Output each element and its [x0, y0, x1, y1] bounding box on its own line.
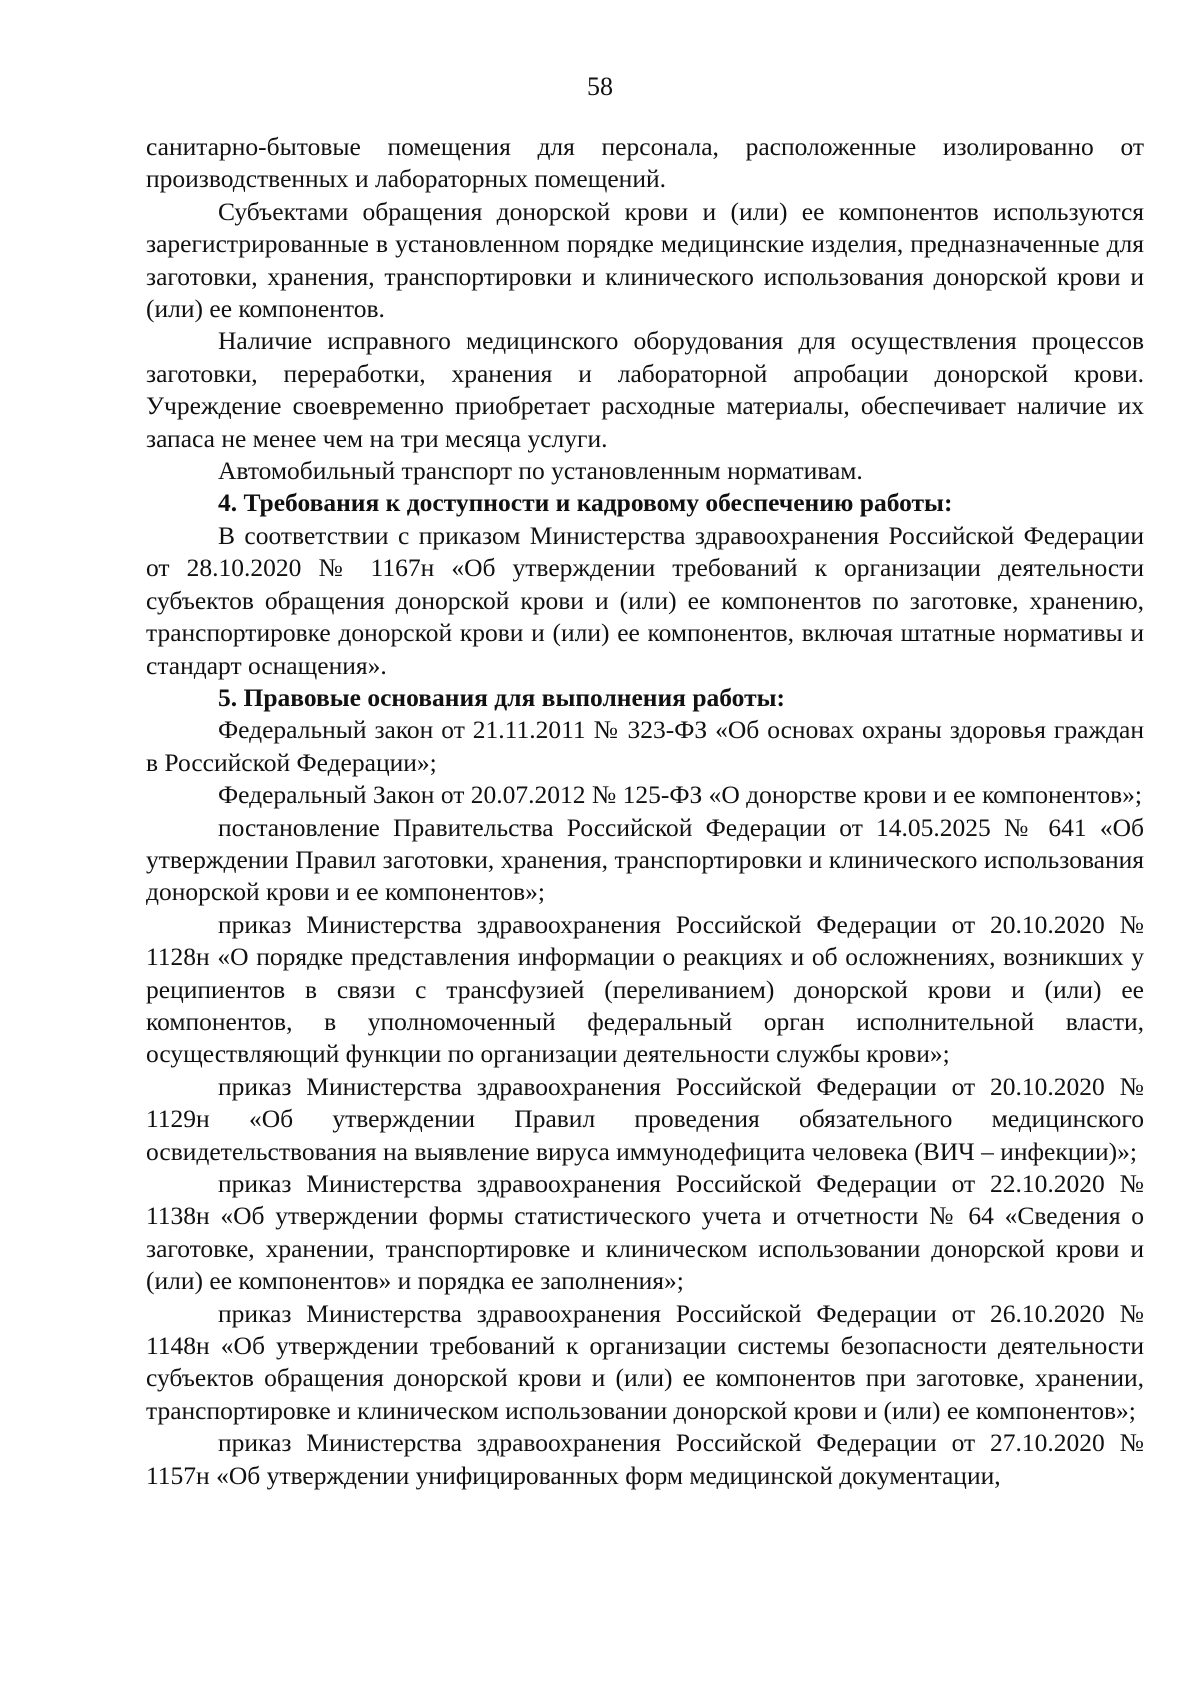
legal-basis-item: приказ Министерства здравоохранения Российской Федерации от 26.10.2020 № 1148н «Об утверждении требований к организации системы безопасности деятельности субъектов обращения донорской крови и (или) ее компонентов при заготовке, хранении, транспортировке и клиническом использовании донорской крови и (или) ее компонентов»; — [146, 1298, 1144, 1425]
legal-basis-item: Федеральный Закон от 20.07.2012 № 125-ФЗ «О донорстве крови и ее компонентов»; — [218, 780, 1143, 810]
section-heading-4: 4. Требования к доступности и кадровому обеспечению работы: — [218, 488, 953, 518]
legal-basis-item: приказ Министерства здравоохранения Российской Федерации от 27.10.2020 № 1157н «Об утверждении унифицированных форм медицинской документации, — [146, 1428, 1144, 1490]
legal-basis-item: постановление Правительства Российской Федерации от 14.05.2025 № 641 «Об утверждении Правил заготовки, хранения, транспортировки и клинического использования донорской крови и ее компонентов»; — [146, 812, 1144, 907]
paragraph-transport: Автомобильный транспорт по установленным нормативам. — [218, 456, 863, 486]
section-heading-5: 5. Правовые основания для выполнения работы: — [218, 682, 786, 712]
paragraph-staffing: В соответствии с приказом Министерства здравоохранения Российской Федерации от 28.10.2020 № 1167н «Об утверждении требований к организации деятельности субъектов обращения донорской крови и (или) ее компонентов по заготовке, хранению, транспортировке донорской крови и (или) ее компонентов, включая штатные нормативы и стандарт оснащения». — [146, 520, 1144, 680]
legal-basis-item: Федеральный закон от 21.11.2011 № 323-ФЗ «Об основах охраны здоровья граждан в Российской Федерации»; — [146, 715, 1144, 777]
page-number: 58 — [587, 72, 613, 101]
paragraph-sanitary-rooms: санитарно-бытовые помещения для персонала, расположенные изолированно от производственных и лабораторных помещений. — [146, 132, 1144, 194]
document-body — [146, 131, 1144, 1492]
legal-basis-item: приказ Министерства здравоохранения Российской Федерации от 20.10.2020 № 1129н «Об утверждении Правил проведения обязательного медицинского освидетельствования на выявление вируса иммунодефицита человека (ВИЧ – инфекции)»; — [146, 1071, 1144, 1166]
legal-basis-item: приказ Министерства здравоохранения Российской Федерации от 20.10.2020 № 1128н «О порядке представления информации о реакциях и об осложнениях, возникших у реципиентов в связи с трансфузией (переливанием) донорской крови и (или) ее компонентов, в уполномоченный федеральный орган исполнительной власти, осуществляющий функции по организации деятельности службы крови»; — [146, 909, 1144, 1069]
paragraph-equipment: Наличие исправного медицинского оборудования для осуществления процессов заготовки, переработки, хранения и лабораторной апробации донорской крови. Учреждение своевременно приобретает расходные материалы, обеспечивает наличие их запаса не менее чем на три месяца услуги. — [146, 326, 1144, 453]
paragraph-medical-devices: Субъектами обращения донорской крови и (или) ее компонентов используются зарегистрированные в установленном порядке медицинские изделия, предназначенные для заготовки, хранения, транспортировки и клинического использования донорской крови и (или) ее компонентов. — [146, 196, 1144, 324]
legal-basis-item: приказ Министерства здравоохранения Российской Федерации от 22.10.2020 № 1138н «Об утверждении формы статистического учета и отчетности № 64 «Сведения о заготовке, хранении, транспортировке и клиническом использовании донорской крови и (или) ее компонентов» и порядка ее заполнения»; — [146, 1169, 1144, 1296]
